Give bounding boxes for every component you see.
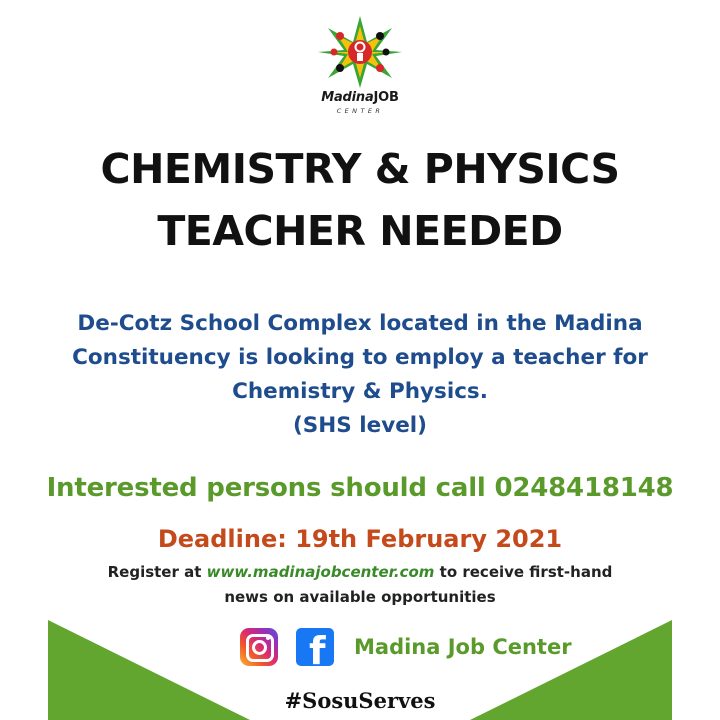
register-prefix: Register at xyxy=(107,563,207,581)
social-bar xyxy=(0,628,720,672)
logo-wordmark xyxy=(312,90,408,105)
facebook-glyph: f xyxy=(309,629,326,666)
description-line-4: (SHS level) xyxy=(292,413,428,438)
register-note xyxy=(60,560,660,610)
headline-line-2: TEACHER NEEDED xyxy=(157,207,563,255)
star-logo-icon xyxy=(312,14,408,90)
description-line-1: De-Cotz School Complex located in the Madina xyxy=(77,311,643,336)
social-page-name: Madina Job Center xyxy=(354,635,572,659)
register-line-2: news on available opportunities xyxy=(224,588,496,606)
headline xyxy=(0,138,720,262)
logo-subtitle: CENTER xyxy=(336,107,384,115)
hashtag: #SosuServes xyxy=(284,688,436,713)
instagram-icon[interactable] xyxy=(240,628,278,666)
headline-line-1: CHEMISTRY & PHYSICS xyxy=(100,145,620,193)
call-to-action: Interested persons should call 0248418148 xyxy=(46,473,674,503)
logo-word-madina: Madina xyxy=(321,90,374,105)
facebook-icon[interactable] xyxy=(296,628,334,666)
register-line-1 xyxy=(60,560,660,585)
register-url-link[interactable]: www.madinajobcenter.com xyxy=(206,563,435,581)
description-line-3: Chemistry & Physics. xyxy=(232,379,488,404)
description-line-2: Constituency is looking to employ a teacher for xyxy=(72,345,648,370)
job-description xyxy=(20,307,700,443)
register-suffix: to receive first-hand xyxy=(434,563,613,581)
logo-word-job: JOB xyxy=(373,90,399,105)
madina-job-center-logo xyxy=(312,14,408,122)
deadline: Deadline: 19th February 2021 xyxy=(157,525,563,553)
